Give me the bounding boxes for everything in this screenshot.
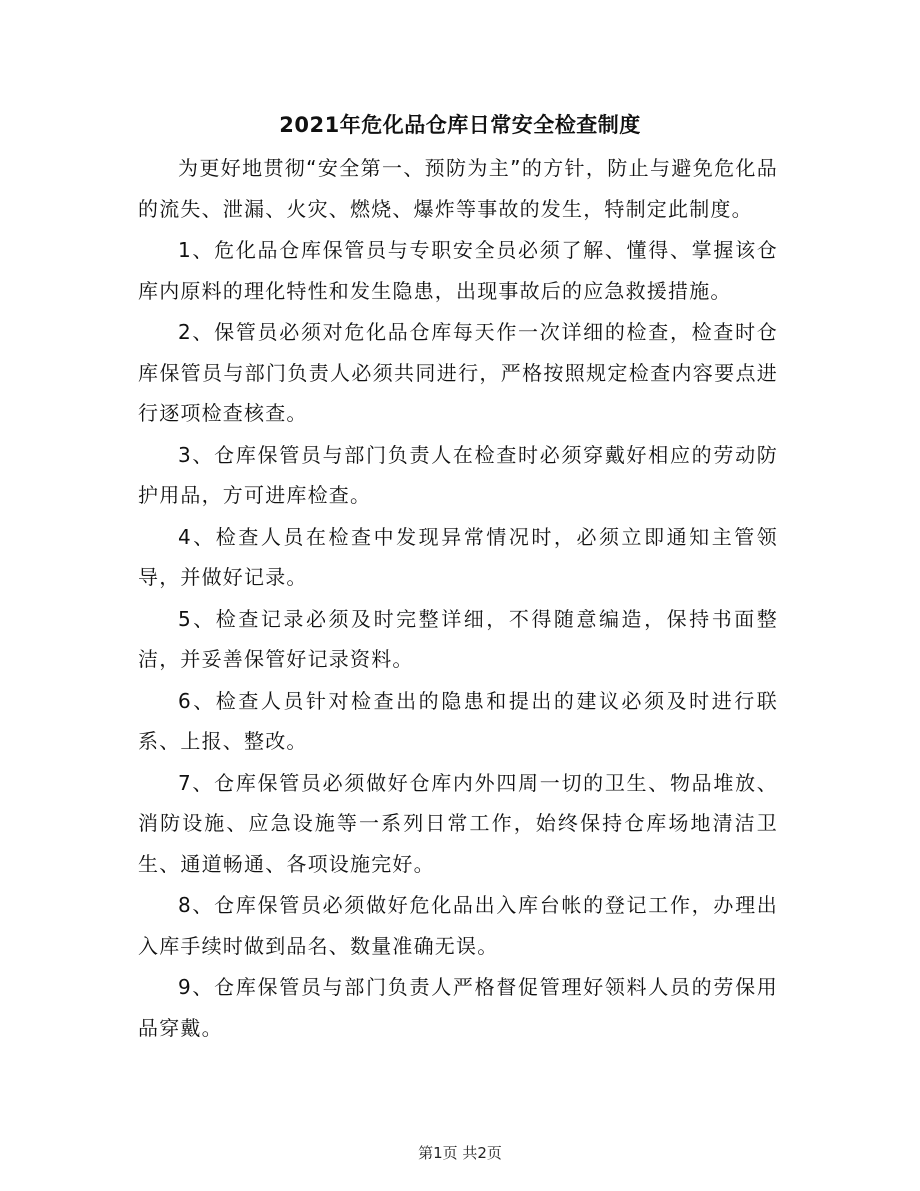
intro-paragraph: 为更好地贯彻“安全第一、预防为主”的方针，防止与避免危化品的流失、泄漏、火灾、燃烧、爆炸等事故的发生，特制定此制度。 xyxy=(138,156,778,221)
rule-6-paragraph: 6、检查人员针对检查出的隐患和提出的建议必须及时进行联系、上报、整改。 xyxy=(138,688,778,753)
rule-3-paragraph: 3、仓库保管员与部门负责人在检查时必须穿戴好相应的劳动防护用品，方可进库检查。 xyxy=(138,442,778,507)
rule-9-paragraph: 9、仓库保管员与部门负责人严格督促管理好领料人员的劳保用品穿戴。 xyxy=(138,975,778,1040)
rule-5-paragraph: 5、检查记录必须及时完整详细，不得随意编造，保持书面整洁，并妥善保管好记录资料。 xyxy=(138,606,778,671)
document-body xyxy=(138,148,778,1049)
rule-4-paragraph: 4、检查人员在检查中发现异常情况时，必须立即通知主管领导，并做好记录。 xyxy=(138,524,778,589)
rule-1-paragraph: 1、危化品仓库保管员与专职安全员必须了解、懂得、掌握该仓库内原料的理化特性和发生隐患，出现事故后的应急救援措施。 xyxy=(138,238,778,303)
rule-8-paragraph: 8、仓库保管员必须做好危化品出入库台帐的登记工作，办理出入库手续时做到品名、数量准确无误。 xyxy=(138,893,778,958)
document-title: 2021年危化品仓库日常安全检查制度 xyxy=(279,113,641,137)
rule-2-paragraph: 2、保管员必须对危化品仓库每天作一次详细的检查，检查时仓库保管员与部门负责人必须共同进行，严格按照规定检查内容要点进行逐项检查核查。 xyxy=(138,320,778,425)
page-footer: 第1页 共2页 xyxy=(418,1144,502,1162)
rule-7-paragraph: 7、仓库保管员必须做好仓库内外四周一切的卫生、物品堆放、消防设施、应急设施等一系列日常工作，始终保持仓库场地清洁卫生、通道畅通、各项设施完好。 xyxy=(138,770,778,876)
